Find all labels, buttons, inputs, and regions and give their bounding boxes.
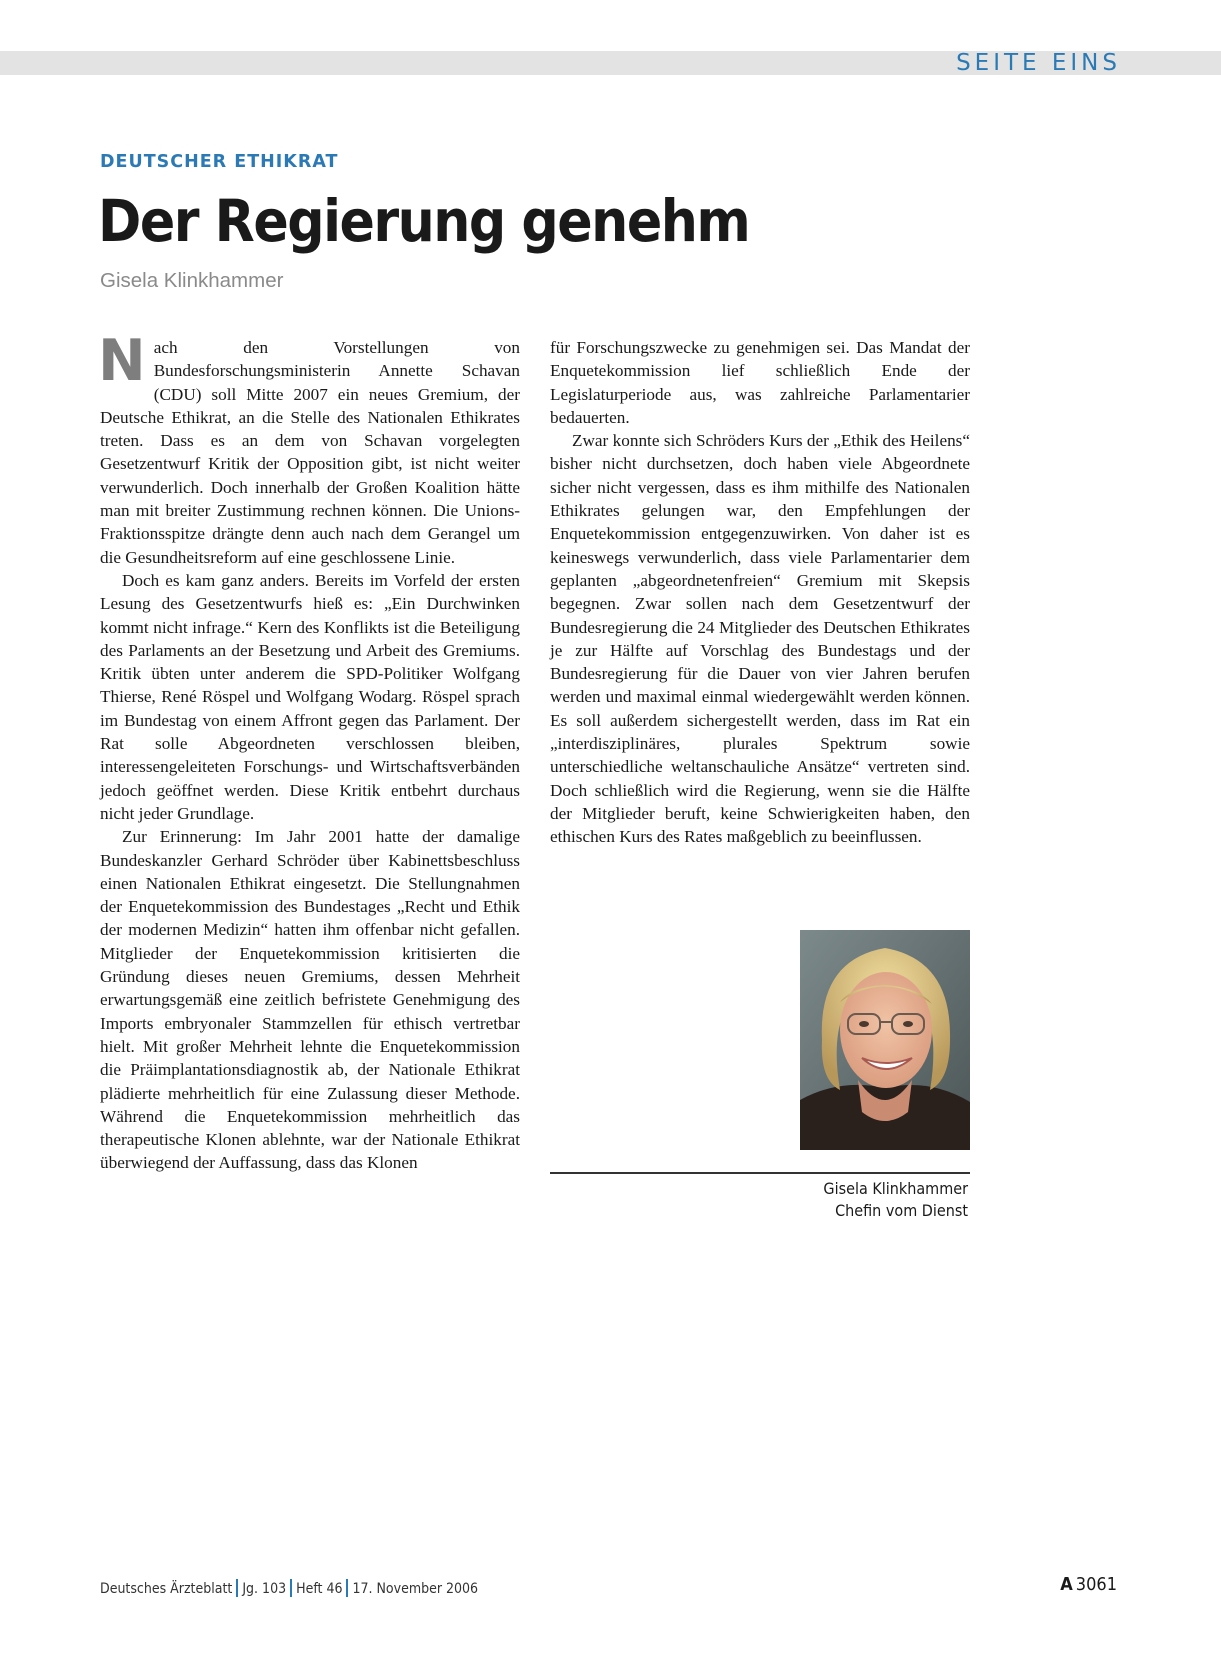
caption-role: Chefin vom Dienst [835, 1201, 968, 1220]
article-kicker: DEUTSCHER ETHIKRAT [100, 152, 339, 172]
footer-separator [236, 1579, 238, 1597]
footer-separator [346, 1579, 348, 1597]
caption-name: Gisela Klinkhammer [823, 1179, 968, 1198]
author-photo [800, 930, 970, 1150]
paragraph [98, 328, 520, 569]
article-author: Gisela Klinkhammer [100, 269, 284, 292]
footer-citation [100, 1579, 478, 1597]
journal-issue: Heft 46 [296, 1581, 343, 1597]
paragraph: Doch es kam ganz anders. Bereits im Vorfeld der ersten Lesung des Gesetzentwurfs hieß es: „Ein Durchwinken kommt nicht infrage.“ Kern des Konflikts ist die Beteiligung des Parlaments an der Besetzung und Arbeit des Gremiums. Kritik übten unter anderem die SPD-Politiker Wolfgang Thierse, René Röspel und Wolfgang Wodarg. Röspel sprach im Bundestag von einem Affront gegen das Parlament. Der Rat solle Abgeordneten verschlossen bleiben, interessengeleiteten Forschungs- und Wirtschaftsverbänden jedoch geöffnet werden. Diese Kritik entbehrt durchaus nicht jeder Grundlage. [100, 570, 520, 823]
paragraph: Zwar konnte sich Schröders Kurs der „Ethik des Heilens“ bisher nicht durchsetzen, doch haben viele Abgeordnete sicher nicht vergessen, dass es ihm mithilfe des Nationalen Ethikrates gelungen war, den Empfehlungen der Enquetekommission entgegenzuwirken. Von daher ist es keineswegs verwunderlich, dass viele Parlamentarier dem geplanten „abgeordnetenfreien“ Gremium mit Skepsis begegnen. Zwar sollen nach dem Gesetzentwurf der Bundesregierung die 24 Mitglieder des Deutschen Ethikrates je zur Hälfte auf Vorschlag des Bundestags und der Bundesregierung für die Dauer von vier Jahren berufen werden und maximal einmal wiedergewählt werden können. Es soll außerdem sichergestellt werden, dass im Rat ein „interdisziplinäres, plurales Spektrum sowie unterschiedliche weltanschauliche Ansätze“ vertreten sind. Doch schließlich wird die Regierung, wenn sie die Hälfte der Mitglieder beruft, keine Schwierigkeiten haben, den ethischen Kurs des Rates maßgeblich zu beeinflussen. [550, 431, 970, 847]
drop-cap: N [98, 328, 146, 394]
page-number-value: 3061 [1075, 1574, 1117, 1595]
footer-separator [290, 1579, 292, 1597]
page-letter: A [1060, 1574, 1073, 1595]
paragraph: für Forschungszwecke zu genehmigen sei. Das Mandat der Enquetekommission lief schließlich Ende der Legislaturperiode aus, was zahlreiche Parlamentarier bedauerten. [550, 338, 970, 427]
article-title: Der Regierung genehm [98, 187, 750, 255]
page-number [1060, 1574, 1117, 1595]
article-column-left [98, 328, 520, 1175]
article-column-right [550, 336, 970, 849]
paragraph-text: ach den Vorstellungen von Bundesforschungsministerin Annette Schavan (CDU) soll Mitte 2007 ein neues Gremium, der Deutsche Ethikrat, an die Stelle des Nationalen Ethikrates treten. Dass es an dem von Schavan vorgelegten Gesetzentwurf Kritik der Opposition gibt, ist nicht weiter verwunderlich. Doch innerhalb der Großen Koalition hätte man mit breiter Zustimmung rechnen können. Die Unions-Fraktionsspitze drängte denn auch nach dem Gerangel um die Gesundheitsreform auf eine geschlossene Linie. [100, 338, 520, 567]
journal-name: Deutsches Ärzteblatt [100, 1581, 233, 1597]
photo-caption [823, 1178, 968, 1222]
caption-divider [550, 1172, 970, 1174]
section-label: SEITE EINS [956, 50, 1121, 76]
journal-date: 17. November 2006 [352, 1581, 479, 1597]
journal-volume: Jg. 103 [242, 1581, 287, 1597]
paragraph: Zur Erinnerung: Im Jahr 2001 hatte der damalige Bundeskanzler Gerhard Schröder über Kabinettsbeschluss einen Nationalen Ethikrat eingesetzt. Die Stellungnahmen der Enquetekommission des Bundestages „Recht und Ethik der modernen Medizin“ hatten ihm offenbar nicht gefallen. Mitglieder der Enquetekommission kritisierten die Gründung dieses neuen Gremiums, dessen Mehrheit erwartungsgemäß eine zeitlich befristete Genehmigung des Imports embryonaler Stammzellen für ethisch vertretbar hielt. Mit großer Mehrheit lehnte die Enquetekommission die Präimplantationsdiagnostik ab, der Nationale Ethikrat plädierte mehrheitlich für eine Zulassung dieser Methode. Während die Enquetekommission mehrheitlich das therapeutische Klonen ablehnte, war der Nationale Ethikrat überwiegend der Auffassung, dass das Klonen [100, 827, 520, 1173]
